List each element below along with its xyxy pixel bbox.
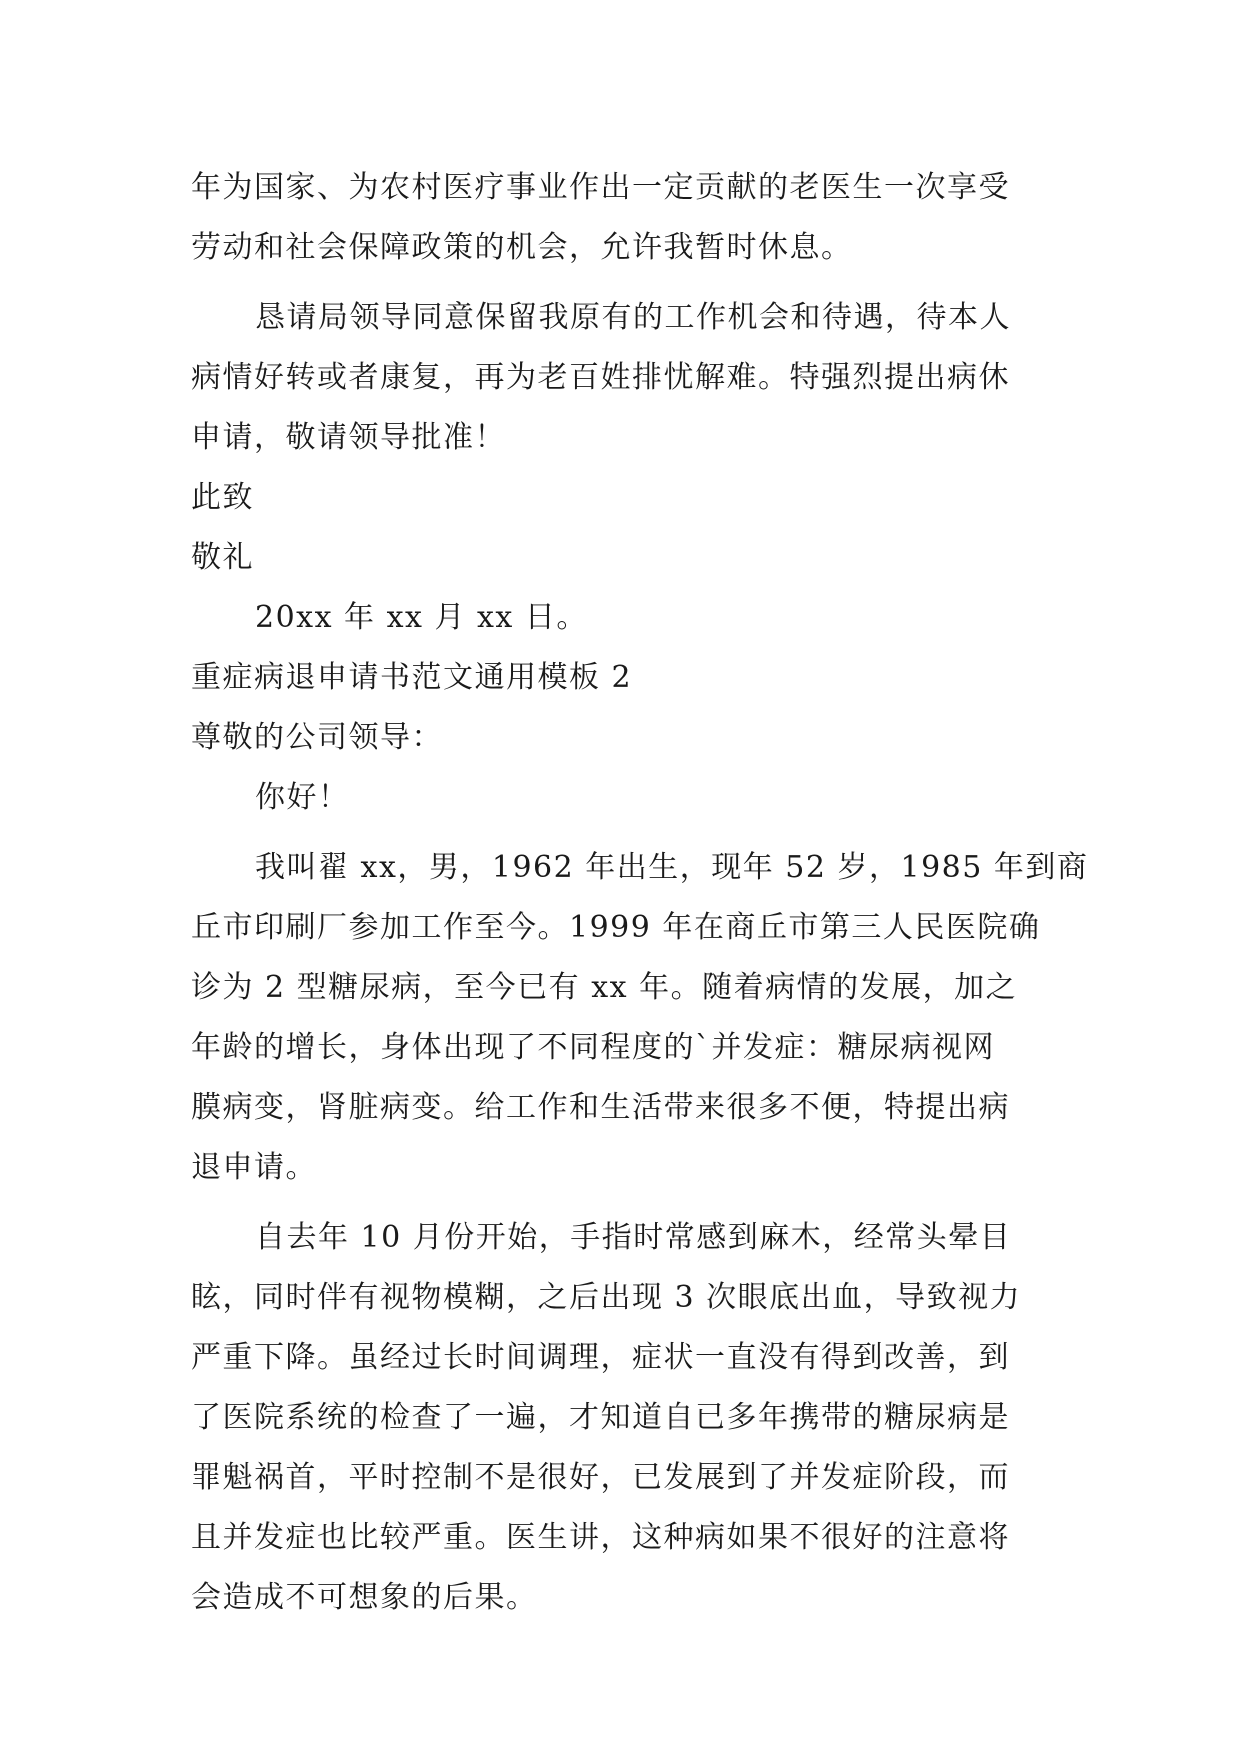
- greeting-recipient: 尊敬的公司领导：: [191, 720, 443, 755]
- paragraph-line: 年龄的增长，身体出现了不同程度的`并发症：糖尿病视网: [191, 1030, 995, 1065]
- greeting: 你好！: [255, 780, 350, 815]
- paragraph-line: 了医院系统的检查了一遍，才知道自已多年携带的糖尿病是: [191, 1400, 1010, 1435]
- date-line: 20xx 年 xx 月 xx 日。: [255, 600, 588, 635]
- paragraph-line: 自去年 10 月份开始，手指时常感到麻木，经常头晕目: [255, 1220, 1012, 1255]
- paragraph-line: 严重下降。虽经过长时间调理，症状一直没有得到改善，到: [191, 1340, 1010, 1375]
- paragraph-line: 丘市印刷厂参加工作至今。1999 年在商丘市第三人民医院确: [191, 910, 1041, 945]
- paragraph-line: 劳动和社会保障政策的机会，允许我暂时休息。: [191, 230, 853, 265]
- paragraph-line: 年为国家、为农村医疗事业作出一定贡献的老医生一次享受: [191, 170, 1010, 205]
- closing-regards: 敬礼: [191, 540, 254, 575]
- section-title: 重症病退申请书范文通用模板 2: [191, 660, 633, 695]
- paragraph-line: 恳请局领导同意保留我原有的工作机会和待遇，待本人: [255, 300, 1011, 335]
- paragraph-line: 且并发症也比较严重。医生讲，这种病如果不很好的注意将: [191, 1520, 1010, 1555]
- paragraph-line: 会造成不可想象的后果。: [191, 1580, 538, 1615]
- paragraph-line: 病情好转或者康复，再为老百姓排忧解难。特强烈提出病休: [191, 360, 1010, 395]
- paragraph-line: 诊为 2 型糖尿病，至今已有 xx 年。随着病情的发展，加之: [191, 970, 1018, 1005]
- paragraph-line: 我叫翟 xx，男，1962 年出生，现年 52 岁，1985 年到商: [255, 850, 1089, 885]
- paragraph-line: 罪魁祸首，平时控制不是很好，已发展到了并发症阶段，而: [191, 1460, 1010, 1495]
- paragraph-line: 申请，敬请领导批准！: [191, 420, 506, 455]
- closing-salutation: 此致: [191, 480, 254, 515]
- paragraph-line: 膜病变，肾脏病变。给工作和生活带来很多不便，特提出病: [191, 1090, 1010, 1125]
- paragraph-line: 退申请。: [191, 1150, 317, 1185]
- document-body: [191, 158, 1089, 1628]
- paragraph-line: 眩，同时伴有视物模糊，之后出现 3 次眼底出血，导致视力: [191, 1280, 1022, 1315]
